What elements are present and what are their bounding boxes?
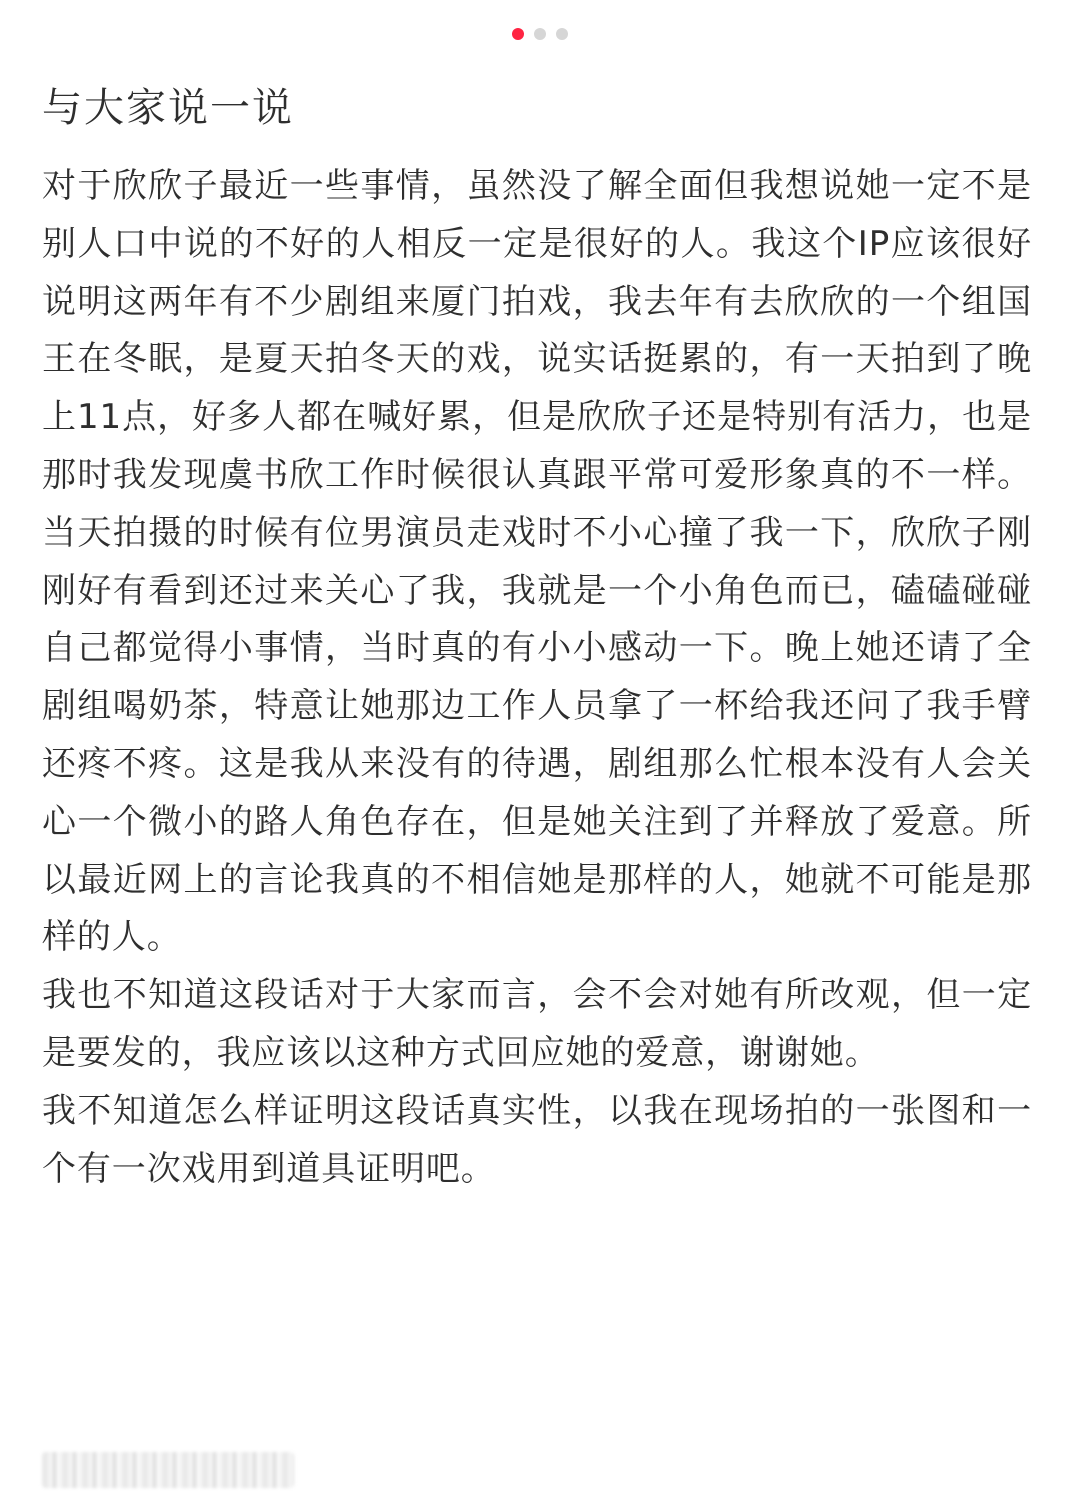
post-paragraph: 对于欣欣子最近一些事情，虽然没了解全面但我想说她一定不是别人口中说的不好的人相反一定是很好的人。我这个IP应该很好说明这两年有不少剧组来厦门拍戏，我去年有去欣欣的一个组国王在冬眠，是夏天拍冬天的戏，说实话挺累的，有一天拍到了晚上11点，好多人都在喊好累，但是欣欣子还是特别有活力，也是那时我发现虞书欣工作时候很认真跟平常可爱形象真的不一样。当天拍摄的时候有位男演员走戏时不小心撞了我一下，欣欣子刚刚好有看到还过来关心了我，我就是一个小角色而已，磕磕碰碰自己都觉得小事情，当时真的有小小感动一下。晚上她还请了全剧组喝奶茶，特意让她那边工作人员拿了一杯给我还问了我手臂还疼不疼。这是我从来没有的待遇，剧组那么忙根本没有人会关心一个微小的路人角色存在，但是她关注到了并释放了爱意。所以最近网上的言论我真的不相信她是那样的人，她就不可能是那样的人。 bbox=[42, 166, 1032, 958]
post-body bbox=[42, 158, 1032, 1198]
post-paragraph: 我也不知道这段话对于大家而言，会不会对她有所改观，但一定是要发的，我应该以这种方式回应她的爱意，谢谢她。 bbox=[42, 975, 1032, 1073]
carousel-dot-2[interactable] bbox=[534, 28, 546, 40]
image-carousel-indicator bbox=[0, 28, 1080, 40]
carousel-dot-3[interactable] bbox=[556, 28, 568, 40]
blurred-watermark bbox=[42, 1452, 294, 1488]
carousel-dot-1[interactable] bbox=[512, 28, 524, 40]
post-title: 与大家说一说 bbox=[42, 85, 294, 131]
post-paragraph: 我不知道怎么样证明这段话真实性，以我在现场拍的一张图和一个有一次戏用到道具证明吧。 bbox=[42, 1090, 1032, 1189]
